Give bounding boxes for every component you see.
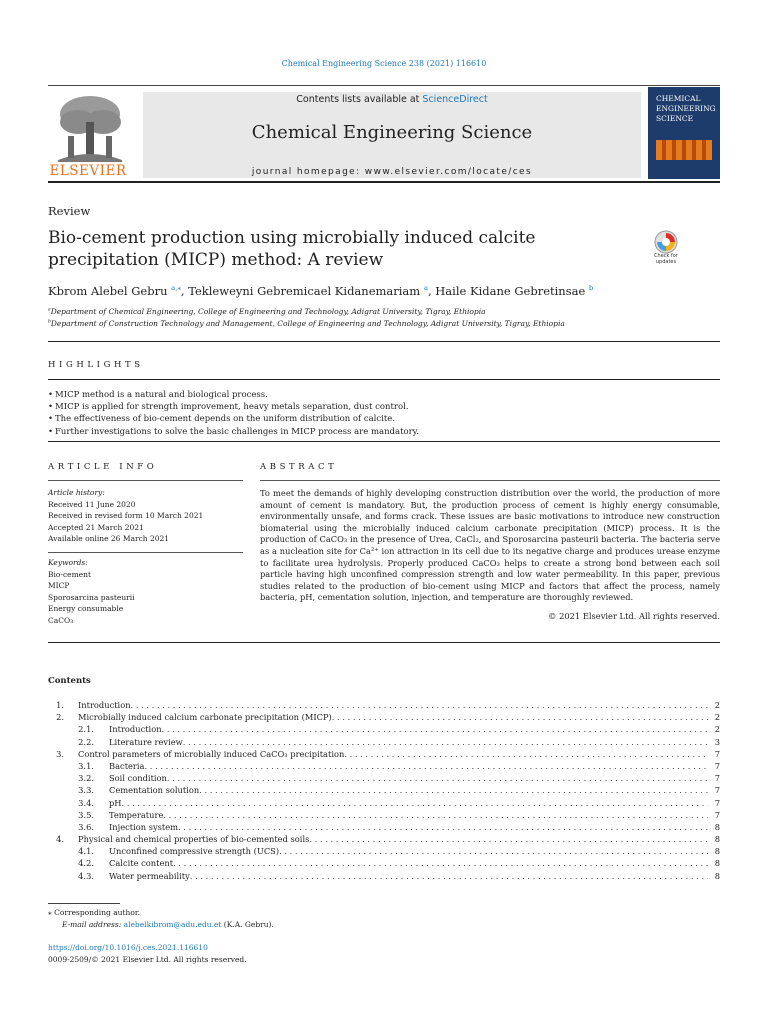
toc-number: 4.3. [78,870,94,881]
toc-number: 3.1. [78,760,94,771]
contents-available-line [143,94,641,105]
toc-page-number: 2 [714,724,720,735]
section-rule [48,480,243,481]
toc-number: 2.1. [78,724,94,735]
toc-page-number: 7 [714,773,720,784]
toc-entry[interactable] [48,845,720,857]
toc-title[interactable]: Introduction [109,724,162,735]
journal-homepage[interactable]: journal homepage: www.elsevier.com/locate/ces [251,167,533,177]
highlight-item: • Further investigations to solve the basic challenges in MICP process are mandatory. [48,426,720,438]
toc-entry[interactable] [48,723,720,735]
section-rule [48,379,720,380]
header-rule [48,181,720,183]
toc-dot-leader [162,723,708,735]
toc-number: 2. [56,712,64,723]
toc-entry[interactable] [48,760,720,772]
toc-entry[interactable] [48,784,720,796]
table-of-contents [48,699,720,882]
footnote-rule [48,903,120,904]
cover-title [656,94,718,124]
affiliation-mark: b [48,319,51,325]
toc-dot-leader [131,699,708,711]
toc-number: 4. [56,834,64,845]
history-entry: Received in revised form 10 March 2021 [48,511,204,520]
article-info-heading: ARTICLE INFO [48,462,158,472]
toc-entry[interactable] [48,711,720,723]
highlight-item: • The effectiveness of bio-cement depends on the uniform distribution of calcite. [48,413,720,425]
toc-number: 2.2. [78,736,94,747]
toc-title[interactable]: Literature review [109,736,183,747]
toc-number: 3.4. [78,797,94,808]
highlight-item: • MICP method is a natural and biological process. [48,389,720,401]
email-line [48,919,274,931]
toc-number: 1. [56,700,64,710]
toc-title[interactable]: Water permeability [109,870,190,881]
toc-dot-leader [167,772,708,784]
elsevier-wordmark: ELSEVIER [49,163,127,179]
contents-heading: Contents [48,676,91,686]
doi-block [48,942,247,965]
toc-dot-leader [145,760,708,772]
toc-entry[interactable] [48,699,720,711]
author-name[interactable]: Haile Kidane Gebretinsae [435,284,586,298]
toc-number: 3. [56,748,64,759]
article-history [48,487,243,545]
toc-page-number: 7 [714,809,720,820]
author-name[interactable]: Tekleweyni Gebremicael Kidanemariam [188,284,421,298]
journal-name: Chemical Engineering Science [251,122,533,143]
journal-citation[interactable]: Chemical Engineering Science 238 (2021) 116610 [281,59,487,68]
toc-title[interactable]: Soil condition [109,773,167,784]
email-label: E-mail address: [62,919,124,929]
highlight-item: • MICP is applied for strength improvement, heavy metals separation, dust control. [48,401,720,413]
keywords-label: Keywords: [48,558,88,567]
toc-entry[interactable] [48,809,720,821]
article-title: Bio-cement production using microbially induced calcite precipitation (MICP) method: A review [48,228,536,270]
toc-entry[interactable] [48,870,720,882]
section-rule [48,341,720,342]
keywords [48,557,243,626]
toc-page-number: 2 [714,712,720,723]
toc-entry[interactable] [48,833,720,845]
history-entry: Available online 26 March 2021 [48,534,170,543]
toc-title[interactable]: Unconfined compressive strength (UCS) [109,846,280,857]
toc-number: 3.6. [78,821,94,832]
toc-title[interactable]: Control parameters of microbially induced CaCO₃ precipitation [78,748,345,759]
toc-title[interactable]: pH [109,797,122,808]
toc-dot-leader [122,797,708,809]
toc-page-number: 8 [714,858,720,869]
toc-dot-leader [178,821,708,833]
toc-page-number: 7 [714,760,720,771]
toc-page-number: 7 [714,797,720,808]
toc-page-number: 2 [714,700,720,710]
doi-link[interactable]: https://doi.org/10.1016/j.ces.2021.116610 [48,943,208,952]
toc-page-number: 8 [714,870,720,881]
affiliation [48,319,565,328]
affiliation-text: Department of Construction Technology and Management, College of Engineering and Technology, Adigrat University, Tigray, Ethiopia [50,319,565,328]
footnote-mark: ⁎ [48,908,52,917]
toc-dot-leader [279,845,708,857]
toc-title[interactable]: Calcite content [109,858,174,869]
abstract-copyright: © 2021 Elsevier Ltd. All rights reserved. [548,611,720,621]
toc-page-number: 7 [714,748,720,759]
cover-title-line: ENGINEERING [656,104,716,113]
cover-title-line: CHEMICAL [656,94,701,103]
check-for-updates-label: Check for updates [654,253,678,265]
highlights-heading: HIGHLIGHTS [48,360,144,370]
toc-dot-leader [344,748,708,760]
affiliation-mark: a [48,307,51,313]
header-rule [48,85,720,86]
cover-title-line: SCIENCE [656,114,694,123]
toc-page-number: 3 [714,736,720,747]
article-type: Review [48,204,91,218]
toc-entry[interactable] [48,797,720,809]
issn-line: 0009-2509/© 2021 Elsevier Ltd. All rights reserved. [48,954,247,964]
toc-dot-leader [190,870,708,882]
affiliation [48,307,486,316]
keyword: Energy consumable [48,604,124,613]
email-link[interactable]: alebelkibrom@adu.edu.et [123,919,222,929]
corresponding-author-note [48,907,274,919]
history-entry: Received 11 June 2020 [48,499,136,509]
toc-page-number: 8 [714,834,720,845]
author-affiliation-mark[interactable]: a,⁎ [171,284,181,293]
toc-dot-leader [332,711,708,723]
keyword: Bio-cement [48,569,91,579]
toc-number: 4.2. [78,858,94,869]
toc-title[interactable]: Cementation solution [109,785,200,796]
section-rule [260,480,720,481]
author-affiliation-mark[interactable]: b [588,284,594,293]
toc-entry[interactable] [48,821,720,833]
history-label: Article history: [48,488,105,497]
toc-dot-leader [183,736,708,748]
toc-title[interactable]: Microbially induced calcium carbonate precipitation (MICP) [78,712,332,723]
affiliation-text: Department of Chemical Engineering, College of Engineering and Technology, Adigrat University, Tigray, Ethiopia [50,307,486,316]
toc-dot-leader [163,809,708,821]
toc-title[interactable]: Temperature [109,809,164,820]
toc-dot-leader [309,833,708,845]
email-suffix: (K.A. Gebru). [221,919,274,929]
abstract-text: To meet the demands of highly developing construction distribution over the world, the production of more amount of cement is mandatory. But, the production process of cement is highly energy consumable, environmentally unsafe, and forms crack. These issues are basic motivations to introduce new construction biomaterial using the microbially induced calcium carbonate precipitation (MICP) process. It is the production of CaCO₃ in the presence of Urea, CaCl₂, and Sporosarcina pasteurii bacteria. The bacteria serve as a nucleation site for Ca²⁺ ion attraction in its cell due to its negative charge and produces urease enzyme to facilitate urea hydrolysis. Properly produced CaCO₃ helps to create a strong bond between each soil particle having high unconfined compression strength and low water permeability. In this paper, previous studies related to the production of bio-cement using MICP and factors that affect the process, namely bacteria, pH, cementation solution, injection, and temperature are thoroughly reviewed. [260,488,720,603]
toc-number: 4.1. [78,846,94,857]
toc-page-number: 7 [714,785,720,796]
corresponding-label: Corresponding author. [54,908,141,917]
history-entry: Accepted 21 March 2021 [48,522,144,532]
toc-number: 3.3. [78,785,94,796]
keyword: MICP [48,581,70,590]
highlights-list [48,389,720,438]
keyword: CaCO₃ [48,615,74,625]
keyword: Sporosarcina pasteurii [48,592,135,602]
section-rule [48,552,243,553]
toc-title[interactable]: Bacteria [109,760,145,771]
toc-title[interactable]: Introduction [78,700,131,710]
toc-dot-leader [199,784,708,796]
footnote [48,907,274,930]
toc-entry[interactable] [48,857,720,869]
author-list: Kbrom Alebel Gebru $^{a,⁎}$, Tekleweyni Gebremicael Kidanemariam $^a$, Haile Kidane Gebretinsae $^b$ [48,284,594,298]
toc-entry[interactable] [48,748,720,760]
toc-title[interactable]: Injection system [109,821,179,832]
cover-artwork [656,140,712,160]
abstract-heading: ABSTRACT [260,462,338,472]
contents-prefix: Contents lists available at [296,94,423,105]
toc-title[interactable]: Physical and chemical properties of bio-cemented soils [78,834,310,845]
section-rule [48,642,720,643]
author-name[interactable]: Kbrom Alebel Gebru [48,284,168,298]
toc-number: 3.5. [78,809,94,820]
section-rule [48,441,720,442]
toc-entry[interactable] [48,772,720,784]
toc-page-number: 8 [714,846,720,857]
toc-number: 3.2. [78,773,94,784]
author-affiliation-mark[interactable]: a [423,284,428,293]
toc-entry[interactable] [48,736,720,748]
sciencedirect-link[interactable]: ScienceDirect [422,94,488,105]
toc-dot-leader [173,857,708,869]
toc-page-number: 8 [714,821,720,832]
